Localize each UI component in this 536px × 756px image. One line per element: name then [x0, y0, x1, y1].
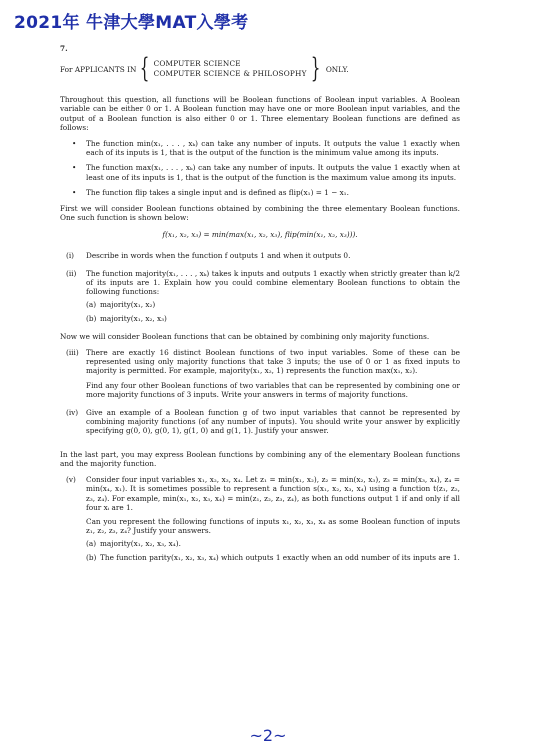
list-item: • The function flip takes a single input and is defined as flip(x₁) = 1 − x₁. — [72, 187, 349, 197]
elementary-functions-list — [60, 139, 460, 197]
question-parts — [60, 251, 460, 323]
majority-intro-paragraph: Now we will consider Boolean functions that can be obtained by combining only majority functions. — [60, 331, 430, 341]
applicants-prefix: For APPLICANTS IN — [60, 64, 137, 74]
part-v — [60, 475, 460, 562]
list-item: • The function min(x₁, . . . , xₖ) can take any number of inputs. It outputs the value 1 exactly when each of its inputs is 1, that is the output of the function is the minimum value among its inputs. — [72, 139, 460, 158]
part-text: Find any four other Boolean functions of two variables that can be represented by combining one or more majority functions of 3 inputs. Write your answers in terms of majority functions. — [86, 380, 460, 399]
combine-paragraph: First we will consider Boolean functions obtained by combining the three elementary Boolean functions. One such function is shown below: — [60, 204, 460, 223]
subpart-text: majority(x₁, x₂, x₃) — [100, 313, 167, 323]
part-i — [60, 251, 460, 260]
right-brace: } — [310, 53, 320, 85]
question-parts-3 — [60, 475, 460, 562]
part-text: Give an example of a Boolean function g of two input variables that cannot be represented by combining majority functions (of any number of inputs). You should write your answer by explicitly specifying g(0, 0), g(0, 1), g(1, 0) and g(1, 1). Justify your answer. — [86, 408, 460, 436]
bullet-icon: • — [72, 187, 77, 197]
bullet-icon: • — [72, 139, 77, 149]
bullet-icon: • — [72, 163, 77, 173]
part-label: (iii) — [66, 348, 79, 358]
part-text: Consider four input variables x₁, x₂, x₃, x₄. Let z₁ = min(x₁, x₂), z₂ = min(x₂, x₃), z₃ = min(x₃, x₄), z₄ = min(x₄, x₁). It is sometimes possible to represent a function s(x₁, x₂, x₃, x₄) using a function t(z₁, z₂, z₃, z₄). For example, min(x₁, x₂, x₃, x₄) = min(z₁, z₂, z₃, z₄), as both functions output 1 if and only if all four xᵢ are 1. — [86, 475, 460, 512]
only-label: ONLY. — [325, 64, 349, 74]
subpart-b — [86, 553, 460, 562]
subject-item: COMPUTER SCIENCE — [153, 59, 241, 69]
subpart-text: The function parity(x₁, x₂, x₃, x₄) which outputs 1 exactly when an odd number of its inputs are 1. — [100, 552, 460, 562]
question-number: 7. — [60, 44, 68, 53]
subpart-text: majority(x₁, x₂) — [100, 300, 156, 310]
last-part-intro: In the last part, you may express Boolean functions by combining any of the elementary Boolean functions and the majority function. — [60, 449, 460, 468]
subpart-label: (b) — [86, 313, 97, 323]
list-item: • The function max(x₁, . . . , xₖ) can take any number of inputs. It outputs the value 1 exactly when at least one of its inputs is 1, that is the output of the function is the maximum value among its inputs. — [72, 163, 460, 182]
intro-paragraph: Throughout this question, all functions will be Boolean functions of Boolean input variables. A Boolean variable can be either 0 or 1. A Boolean function may have one or more Boolean input variables, and the output of a Boolean function is also either 0 or 1. Three elementary Boolean functions are defined as follows: — [60, 95, 460, 132]
part-label: (ii) — [66, 268, 77, 278]
part-text: The function majority(x₁, . . . , xₖ) takes k inputs and outputs 1 exactly when strictly greater than k/2 of its inputs are 1. Explain how you could combine elementary Boolean functions to obtain the following functions: — [86, 268, 460, 297]
subpart-b — [86, 314, 460, 323]
part-iii — [60, 348, 460, 399]
subpart-text: majority(x₁, x₂, x₃, x₄). — [100, 539, 181, 549]
example-formula: f(x₁, x₂, x₃) = min(max(x₁, x₂, x₃), flip(min(x₁, x₂, x₃))). — [162, 230, 358, 240]
subpart-a — [86, 300, 460, 309]
subpart-label: (a) — [86, 300, 97, 310]
subpart-label: (b) — [86, 552, 97, 562]
part-text: Can you represent the following functions of inputs x₁, x₂, x₃, x₄ as some Boolean function of inputs z₁, z₂, z₃, z₄? Justify your answers. — [86, 516, 460, 536]
applicants-line — [60, 53, 460, 85]
question-page — [60, 44, 460, 571]
subject-item: COMPUTER SCIENCE & PHILOSOPHY — [153, 69, 307, 79]
part-label: (v) — [66, 475, 76, 485]
question-parts-2 — [60, 348, 460, 436]
page-header-title: 2021年 牛津大學MAT入學考 — [14, 13, 249, 33]
part-iv — [60, 408, 460, 436]
part-ii — [60, 269, 460, 323]
part-label: (iv) — [66, 408, 79, 418]
left-brace: { — [140, 53, 150, 85]
page-number-footer: ~2~ — [249, 726, 287, 745]
part-label: (i) — [66, 250, 75, 260]
part-text: There are exactly 16 distinct Boolean functions of two input variables. Some of these can be represented using only majority functions that take 3 inputs; the use of 0 or 1 as fixed inputs to majority is permitted. For example, majority(x₁, x₂, 1) represents the function max(x₁, x₂). — [86, 348, 460, 376]
part-text: Describe in words when the function f outputs 1 and when it outputs 0. — [86, 250, 351, 260]
subject-list — [154, 59, 307, 79]
subpart-a — [86, 539, 460, 548]
subpart-label: (a) — [86, 539, 97, 549]
